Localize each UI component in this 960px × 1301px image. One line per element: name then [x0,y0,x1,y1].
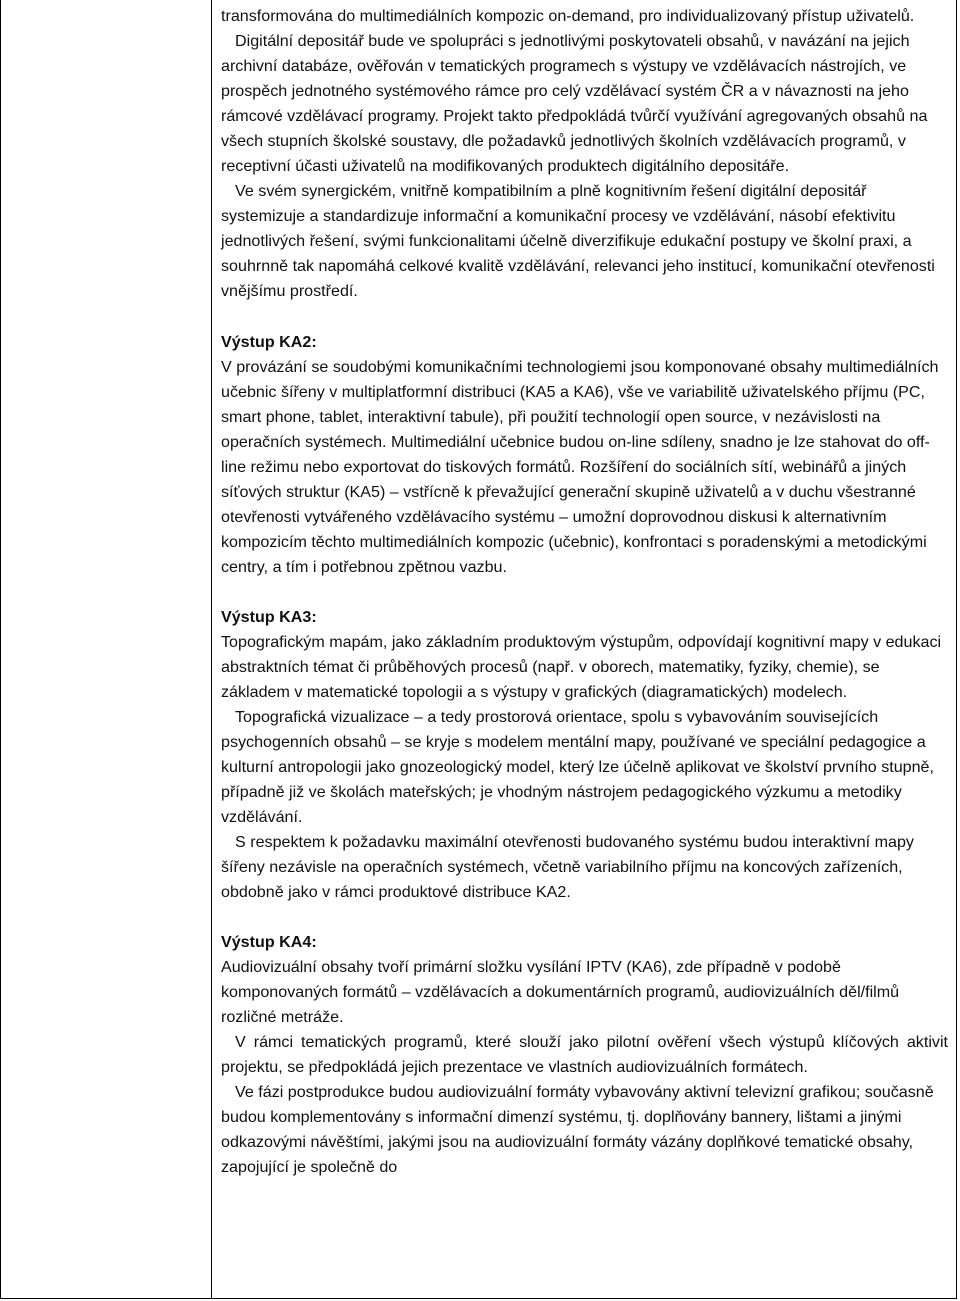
column-divider [211,0,212,1299]
section-ka3 [221,605,948,905]
section-heading-ka2: Výstup KA2: [221,332,317,351]
section-ka2 [221,330,948,580]
intro-paragraph-2: Digitální depositář bude ve spolupráci s jednotlivými poskytovateli obsahů, v navázání na jejich archivní databáze, ověřován v tematických programech s výstupy ve vzdělávacích nástrojích, ve prospěch jednotného systémového rámce pro celý vzdělávací systém ČR a v návaznosti na jeho rámcové vzdělávací programy. Projekt takto předpokládá tvůrčí využívání agregovaných obsahů na všech stupních školské soustavy, dle požadavků jednotlivých školních vzdělávacích programů, v receptivní účasti uživatelů na modifikovaných produktech digitálního depositáře. [221,31,928,175]
section-heading-ka4: Výstup KA4: [221,932,317,951]
intro-paragraph-3: Ve svém synergickém, vnitřně kompatibilním a plně kognitivním řešení digitální depositář systemizuje a standardizuje informační a komunikační procesy ve vzdělávání, násobí efektivitu jednotlivých řešení, svými funkcionalitami účelně diverzifikuje edukační postupy ve školní praxi, a souhrnně tak napomáhá celkové kvalitě vzdělávání, relevanci jeho institucí, komunikační otevřenosti vnějšímu prostředí. [221,181,935,300]
ka3-paragraph-2: Topografická vizualizace – a tedy prostorová orientace, spolu s vybavováním souvisejících psychogenních obsahů – se kryje s modelem mentální mapy, používané ve speciální pedagogice a kulturní antropologii jako gnozeologický model, který lze účelně aplikovat ve školství prvního stupně, případně již ve školách mateřských; je vhodným nástrojem pedagogického výzkumu a metodiky vzdělávání. [221,707,934,826]
intro-paragraph-1: transformována do multimediálních kompozic on-demand, pro individualizovaný přístup uživatelů. [221,7,915,25]
document-body [221,4,948,1180]
ka4-paragraph-1: Audiovizuální obsahy tvoří primární složku vysílání IPTV (KA6), zde případně v podobě komponovaných formátů – vzdělávacích a dokumentárních programů, audiovizuálních děl/filmů rozličné metráže. [221,957,900,1026]
ka4-paragraph-2: V rámci tematických programů, které slouží jako pilotní ověření všech výstupů klíčových aktivit projektu, se předpokládá jejich prezentace ve vlastních audiovizuálních formátech. [221,1032,948,1076]
ka4-paragraph-3: Ve fázi postprodukce budou audiovizuální formáty vybavovány aktivní televizní grafikou; současně budou komplementovány s informační dimenzí systému, tj. doplňovány bannery, lištami a jinými odkazovými návěštími, jakými jsou na audiovizuální formáty vázány doplňkové tematické obsahy, zapojující je společně do [221,1082,934,1176]
ka3-paragraph-3: S respektem k požadavku maximální otevřenosti budovaného systému budou interaktivní mapy šířeny nezávisle na operačních systémech, včetně variabilního příjmu na koncových zařízeních, obdobně jako v rámci produktové distribuce KA2. [221,832,914,901]
section-ka4 [221,930,948,1180]
ka2-paragraph-1: V provázání se soudobými komunikačními technologiemi jsou komponované obsahy multimediálních učebnic šířeny v multiplatformní distribuci (KA5 a KA6), vše ve variabilitě uživatelského příjmu (PC, smart phone, tablet, interaktivní tabule), při použití technologií open source, v nezávislosti na operačních systémech. Multimediální učebnice budou on-line sdíleny, snadno je lze stahovat do off-line režimu nebo exportovat do tiskových formátů. Rozšíření do sociálních sítí, webinářů a jiných síťových struktur (KA5) – vstřícně k převažující generační skupině uživatelů a v duchu všestranné otevřenosti vytvářeného vzdělávacího systému – umožní doprovodnou diskusi k alternativním kompozicím těchto multimediálních kompozic (učebnic), konfrontaci s poradenskými a metodickými centry, a tím i potřebnou zpětnou vazbu. [221,357,939,576]
ka3-paragraph-1: Topografickým mapám, jako základním produktovým výstupům, odpovídají kognitivní mapy v edukaci abstraktních témat či průběhových procesů (např. v oborech, matematiky, fyziky, chemie), se základem v matematické topologii a s výstupy v grafických (diagramatických) modelech. [221,632,942,701]
section-heading-ka3: Výstup KA3: [221,607,317,626]
